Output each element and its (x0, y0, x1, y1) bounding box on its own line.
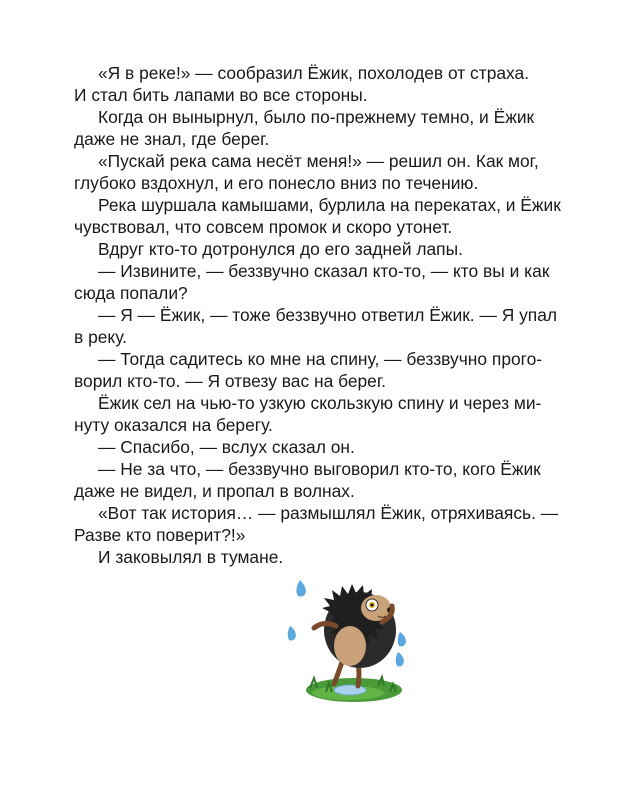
story-line: сюда попали? (74, 283, 188, 303)
story-line: — Не за что, — беззвучно выговорил кто-то, кого Ёжик (98, 459, 541, 479)
story-line: — Тогда садитесь ко мне на спину, — беззвучно прого- (98, 349, 543, 369)
story-line: ворил кто-то. — Я отвезу вас на берег. (74, 371, 386, 391)
story-paragraph (74, 106, 594, 150)
story-line: — Извините, — беззвучно сказал кто-то, — кто вы и как (98, 261, 550, 281)
puddle (334, 685, 366, 695)
story-paragraph (74, 260, 594, 304)
story-line: Река шуршала камышами, бурлила на перекатах, и Ёжик (98, 195, 561, 215)
story-line: И заковылял в тумане. (98, 547, 284, 567)
story-line: «Пускай река сама несёт меня!» — решил он. Как мог, (98, 151, 539, 171)
story-line: чувствовал, что совсем промок и скоро утонет. (74, 217, 453, 237)
story-line: И стал бить лапами во все стороны. (74, 85, 368, 105)
story-line: Когда он вынырнул, было по-прежнему темно, и Ёжик (98, 107, 535, 127)
water-drop (288, 626, 296, 641)
water-drop (296, 580, 306, 597)
story-paragraph (74, 436, 594, 458)
story-line: Ёжик сел на чью-то узкую скользкую спину и через ми- (98, 393, 542, 413)
story-line: — Я — Ёжик, — тоже беззвучно ответил Ёжик. — Я упал (98, 305, 558, 325)
story-paragraph (74, 150, 594, 194)
story-line: «Я в реке!» — сообразил Ёжик, похолодев от страха. (98, 63, 530, 83)
story-paragraph (74, 392, 594, 436)
story-line: в реку. (74, 327, 128, 347)
hedgehog-illustration (278, 550, 438, 710)
story-line: даже не видел, и пропал в волнах. (74, 481, 355, 501)
water-drop (396, 652, 404, 667)
story-line: даже не знал, где берег. (74, 129, 270, 149)
story-line: — Спасибо, — вслух сказал он. (98, 437, 355, 457)
story-paragraph (74, 62, 594, 106)
story-paragraph (74, 502, 594, 546)
story-line: Вдруг кто-то дотронулся до его задней лапы. (98, 239, 463, 259)
story-line: «Вот так история… — размышлял Ёжик, отряхиваясь. — (98, 503, 559, 523)
story-line: Разве кто поверит?!» (74, 525, 246, 545)
story-paragraph (74, 304, 594, 348)
story-line: нуту оказался на берегу. (74, 415, 273, 435)
water-drop (398, 632, 406, 647)
story-paragraph (74, 238, 594, 260)
story-paragraph (74, 348, 594, 392)
hedgehog-belly (334, 626, 366, 666)
story-paragraph (74, 458, 594, 502)
story-text (74, 62, 594, 568)
story-line: глубоко вздохнул, и его понесло вниз по течению. (74, 173, 479, 193)
story-paragraph (74, 194, 594, 238)
